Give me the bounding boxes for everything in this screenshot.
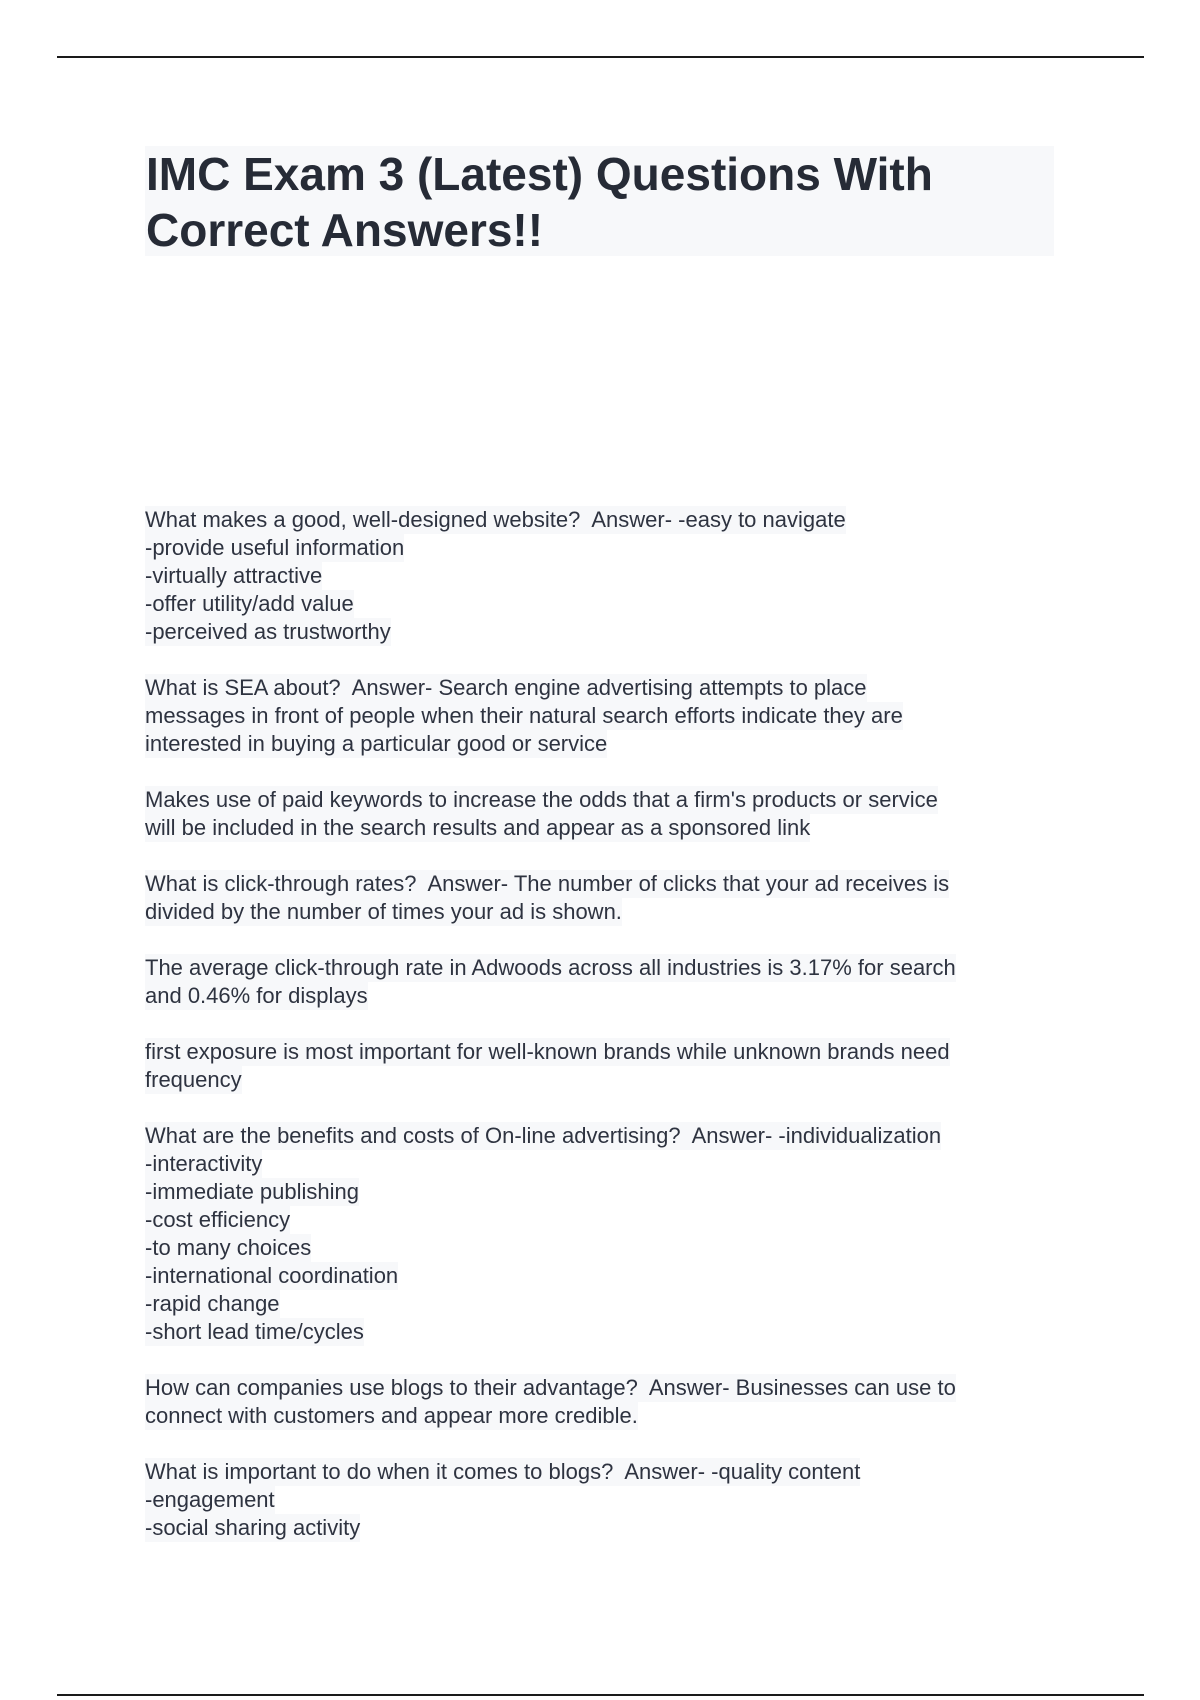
- text-line: -interactivity: [145, 1151, 263, 1176]
- text-line: will be included in the search results and appear as a sponsored link: [145, 815, 811, 840]
- text-line: What is click-through rates? Answer- The number of clicks that your ad receives is: [145, 871, 950, 896]
- text-line: -provide useful information: [145, 535, 405, 560]
- top-divider: [57, 56, 1144, 58]
- text-line: -offer utility/add value: [145, 591, 354, 616]
- text-line: What are the benefits and costs of On-line advertising? Answer- -individualization: [145, 1123, 942, 1148]
- page-title: [145, 146, 1054, 258]
- text-line: -engagement: [145, 1487, 275, 1512]
- text-line: -cost efficiency: [145, 1207, 291, 1232]
- qa-item-ctr: [145, 870, 1065, 926]
- text-line: The average click-through rate in Adwoods across all industries is 3.17% for search: [145, 955, 956, 980]
- text-line: -to many choices: [145, 1235, 312, 1260]
- note-first-exposure: [145, 1038, 1065, 1094]
- text-line: What is important to do when it comes to blogs? Answer- -quality content: [145, 1459, 861, 1484]
- qa-item-online-advertising: [145, 1122, 1065, 1346]
- title-block: [145, 146, 1054, 256]
- qa-item-sea: [145, 674, 1065, 758]
- text-line: -rapid change: [145, 1291, 280, 1316]
- text-line: -perceived as trustworthy: [145, 619, 391, 644]
- title-line: Correct Answers!!: [146, 204, 544, 256]
- text-line: and 0.46% for displays: [145, 983, 368, 1008]
- text-line: -international coordination: [145, 1263, 399, 1288]
- text-line: messages in front of people when their natural search efforts indicate they are: [145, 703, 903, 728]
- note-paid-keywords: [145, 786, 1065, 842]
- text-line: Makes use of paid keywords to increase the odds that a firm's products or service: [145, 787, 938, 812]
- text-line: What is SEA about? Answer- Search engine advertising attempts to place: [145, 675, 867, 700]
- text-line: How can companies use blogs to their advantage? Answer- Businesses can use to: [145, 1375, 956, 1400]
- qa-item-website: [145, 506, 1065, 646]
- note-average-ctr: [145, 954, 1065, 1010]
- text-line: -social sharing activity: [145, 1515, 361, 1540]
- text-line: first exposure is most important for well-known brands while unknown brands need: [145, 1039, 950, 1064]
- text-line: What makes a good, well-designed website? Answer- -easy to navigate: [145, 507, 846, 532]
- text-line: connect with customers and appear more credible.: [145, 1403, 638, 1428]
- text-line: interested in buying a particular good or service: [145, 731, 608, 756]
- text-line: divided by the number of times your ad is shown.: [145, 899, 622, 924]
- text-line: -virtually attractive: [145, 563, 323, 588]
- qa-item-blogs-important: [145, 1458, 1065, 1542]
- bottom-divider: [57, 1694, 1144, 1696]
- title-line: IMC Exam 3 (Latest) Questions With: [146, 148, 933, 200]
- qa-item-blogs-advantage: [145, 1374, 1065, 1430]
- document-body: [145, 506, 1065, 1570]
- text-line: frequency: [145, 1067, 242, 1092]
- text-line: -short lead time/cycles: [145, 1319, 364, 1344]
- text-line: -immediate publishing: [145, 1179, 359, 1204]
